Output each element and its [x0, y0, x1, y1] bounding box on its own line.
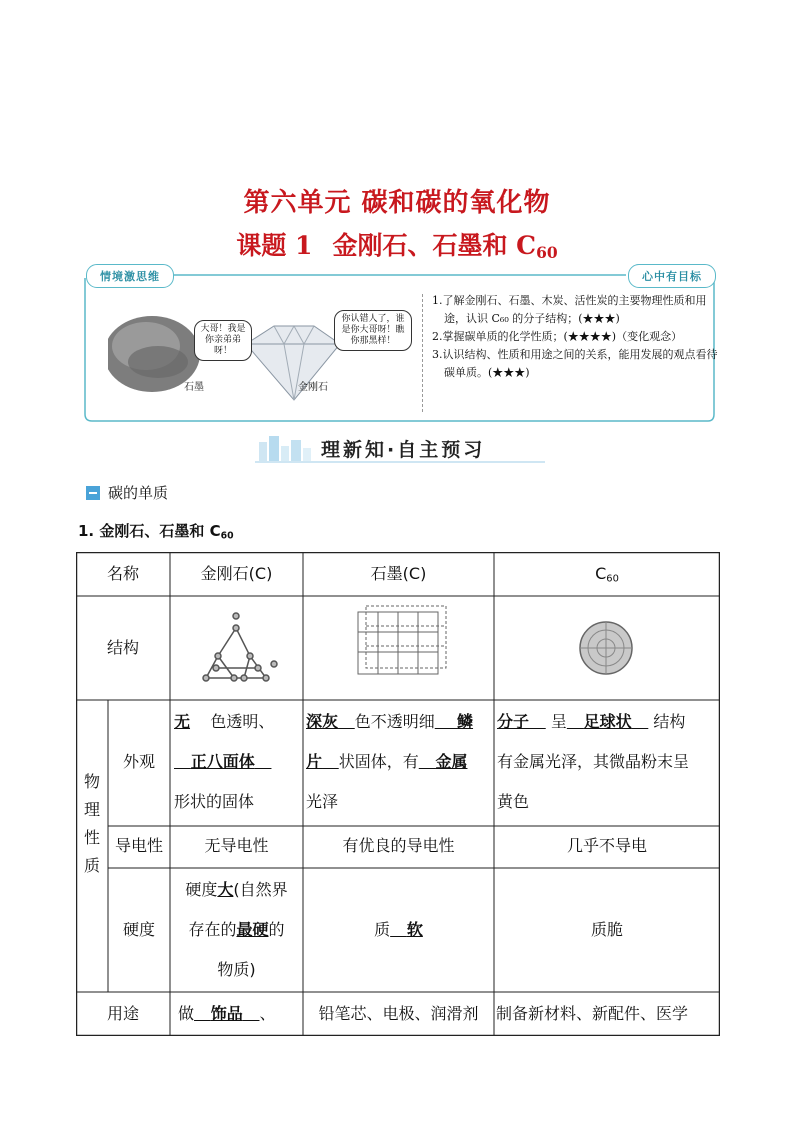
label-diamond: 金刚石: [298, 382, 328, 393]
row-label-use: 用途: [106, 1004, 139, 1023]
learning-goals: [432, 292, 722, 382]
section-heading: [86, 482, 168, 503]
unit-title: 第六单元 碳和碳的氧化物: [243, 188, 551, 218]
intro-illustration: [108, 296, 408, 418]
minus-icon: [86, 486, 100, 500]
diamond-use: 做 饰品 、: [178, 1004, 276, 1023]
header-diamond: 金刚石(C): [200, 564, 273, 583]
row-label-conductivity: 导电性: [114, 836, 163, 855]
graphite-conductivity: 有优良的导电性: [342, 836, 455, 855]
diamond-hardness: 硬度大(自然界 存在的最硬的 物质): [185, 880, 288, 979]
row-label-structure: 结构: [106, 638, 139, 657]
graphite-use: 铅笔芯、电极、润滑剂: [318, 1004, 479, 1023]
row-label-hardness: 硬度: [122, 920, 155, 939]
c60-appearance: 分子 呈 足球状 结构 有金属光泽，其微晶粉末呈 黄色: [497, 712, 690, 811]
lesson-prefix: 课题 1: [236, 231, 313, 260]
header-name: 名称: [106, 564, 139, 583]
header-c60: $C_{60}$: [595, 564, 619, 585]
lesson-subscript: 60: [536, 242, 558, 262]
subsection-subscript: 60: [220, 530, 234, 542]
c60-conductivity: 几乎不导电: [566, 836, 647, 855]
c60-structure-icon: [580, 622, 632, 674]
lesson-title: [0, 226, 794, 262]
intro-panel: [82, 264, 716, 424]
lesson-name: 金刚石、石墨和 C: [332, 231, 537, 260]
speech-bubble-diamond: 你认错人了，谁是你大哥呀！瞧你那黑样！: [334, 310, 412, 351]
diamond-conductivity: 无导电性: [204, 836, 269, 855]
banner-title: 理新知·自主预习: [321, 439, 486, 461]
subsection-text: 1. 金刚石、石墨和 C: [78, 522, 221, 540]
section-banner: [255, 432, 545, 464]
tag-situation: 情境激思维: [86, 264, 174, 288]
goal-item: 3.认识结构、性质和用途之间的关系，能用发展的观点看待碳单质。(★★★): [432, 348, 718, 379]
header-graphite: 石墨(C): [370, 564, 427, 583]
c60-hardness: 质脆: [590, 920, 623, 939]
goal-item: 1.了解金刚石、石墨、木炭、活性炭的主要物理性质和用途，认识 C₆₀ 的分子结构；(★★★): [432, 294, 707, 325]
speech-bubble-graphite: 大哥！我是你亲弟弟呀！: [194, 320, 252, 361]
phys-props-label: 物 理 性 质: [83, 772, 100, 875]
tag-goals: 心中有目标: [628, 264, 716, 288]
diamond-structure-icon: [203, 613, 277, 681]
row-label-appearance: 外观: [122, 752, 155, 771]
goal-item: 2.掌握碳单质的化学性质；(★★★★)（变化观念）: [432, 330, 683, 343]
graphite-structure-icon: [358, 606, 446, 674]
graphite-appearance: 深灰 色不透明细 鳞 片 状固体，有 金属 光泽: [306, 712, 474, 811]
subsection-title: [78, 520, 234, 541]
diamond-appearance: 无 色透明、 正八面体 形状的固体: [174, 712, 275, 811]
graphite-hardness: 质 软: [374, 920, 423, 939]
section-title: 碳的单质: [108, 484, 169, 502]
intro-divider: [422, 294, 423, 412]
c60-use: 制备新材料、新配件、医学: [496, 1004, 689, 1023]
label-graphite: 石墨: [184, 382, 204, 393]
